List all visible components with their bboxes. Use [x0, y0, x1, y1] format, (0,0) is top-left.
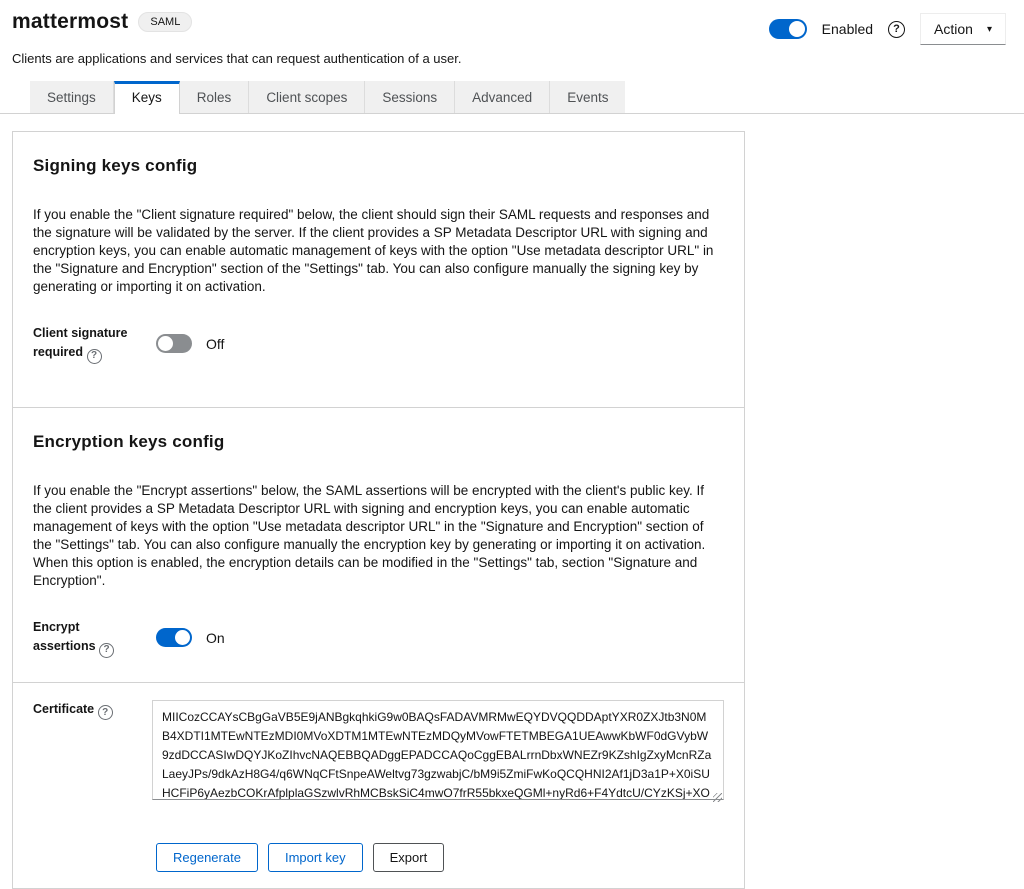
- encryption-keys-heading: Encryption keys config: [33, 432, 225, 451]
- client-signature-required-toggle[interactable]: [156, 334, 192, 353]
- tab-roles[interactable]: Roles: [180, 81, 250, 113]
- encrypt-assertions-toggle[interactable]: [156, 628, 192, 647]
- enabled-label: Enabled: [821, 21, 874, 37]
- chevron-down-icon: ▾: [986, 23, 992, 35]
- toggle-knob: [175, 630, 190, 645]
- signing-keys-card: [12, 131, 745, 408]
- signing-keys-description: If you enable the "Client signature required" below, the client should sign their SAML requests and responses and the signature will be validated by the server. If the client provides a SP Metadata Descriptor URL with signing and encryption keys, you can enable automatic management of keys with the option "Use metadata descriptor URL" in the "Signature and Encryption" section of the "Settings" tab. You can also configure manually the signing key by generating or importing it on activation.: [33, 207, 714, 294]
- encrypt-assertions-state: On: [206, 629, 225, 646]
- help-icon[interactable]: ?: [98, 705, 113, 720]
- help-icon[interactable]: ?: [888, 21, 905, 38]
- certificate-label: [33, 700, 152, 805]
- certificate-card: [12, 682, 745, 889]
- import-key-button[interactable]: Import key: [268, 843, 363, 872]
- tab-client-scopes[interactable]: Client scopes: [249, 81, 365, 113]
- export-button[interactable]: Export: [373, 843, 445, 872]
- certificate-label-text: Certificate: [33, 702, 95, 716]
- encryption-keys-card: [12, 407, 745, 683]
- action-dropdown-label: Action: [934, 21, 973, 37]
- help-icon[interactable]: ?: [87, 349, 102, 364]
- encrypt-assertions-row: [33, 618, 724, 658]
- certificate-textarea[interactable]: [152, 700, 724, 800]
- encrypt-assertions-label-text: Encrypt assertions: [33, 620, 96, 654]
- client-signature-required-state: Off: [206, 335, 225, 352]
- tab-settings[interactable]: Settings: [30, 81, 114, 113]
- encryption-keys-description: If you enable the "Encrypt assertions" below, the SAML assertions will be encrypted with the client's public key. If the client provides a SP Metadata Descriptor URL with signing and encryption keys, you can enable automatic management of keys with the option "Use metadata descriptor URL" in the "Signature and Encryption" section of the "Settings" tab. You can also configure manually the encryption key by generating or importing it on activation. When this option is enabled, the encryption details can be modified in the "Settings" tab, section "Signature and Encryption".: [33, 483, 706, 588]
- tab-keys[interactable]: Keys: [114, 81, 180, 114]
- protocol-badge: SAML: [138, 12, 192, 32]
- signing-keys-heading: Signing keys config: [33, 156, 198, 175]
- regenerate-button[interactable]: Regenerate: [156, 843, 258, 872]
- encrypt-assertions-label: [33, 618, 156, 658]
- toggle-knob: [158, 336, 173, 351]
- client-signature-required-row: [33, 324, 724, 364]
- tab-advanced[interactable]: Advanced: [455, 81, 550, 113]
- help-icon[interactable]: ?: [99, 643, 114, 658]
- certificate-row: [33, 700, 724, 805]
- enabled-toggle[interactable]: [769, 19, 807, 39]
- client-signature-required-label: [33, 324, 156, 364]
- page-subtitle: Clients are applications and services that can request authentication of a user.: [12, 51, 462, 66]
- page-title: mattermost: [12, 10, 129, 33]
- client-signature-required-label-text: Client signature required: [33, 326, 128, 360]
- tab-sessions[interactable]: Sessions: [365, 81, 455, 113]
- action-dropdown[interactable]: [920, 13, 1006, 45]
- toggle-knob: [789, 21, 805, 37]
- tab-events[interactable]: Events: [550, 81, 625, 113]
- client-tabs: [0, 81, 1024, 114]
- page-header: [0, 0, 1024, 45]
